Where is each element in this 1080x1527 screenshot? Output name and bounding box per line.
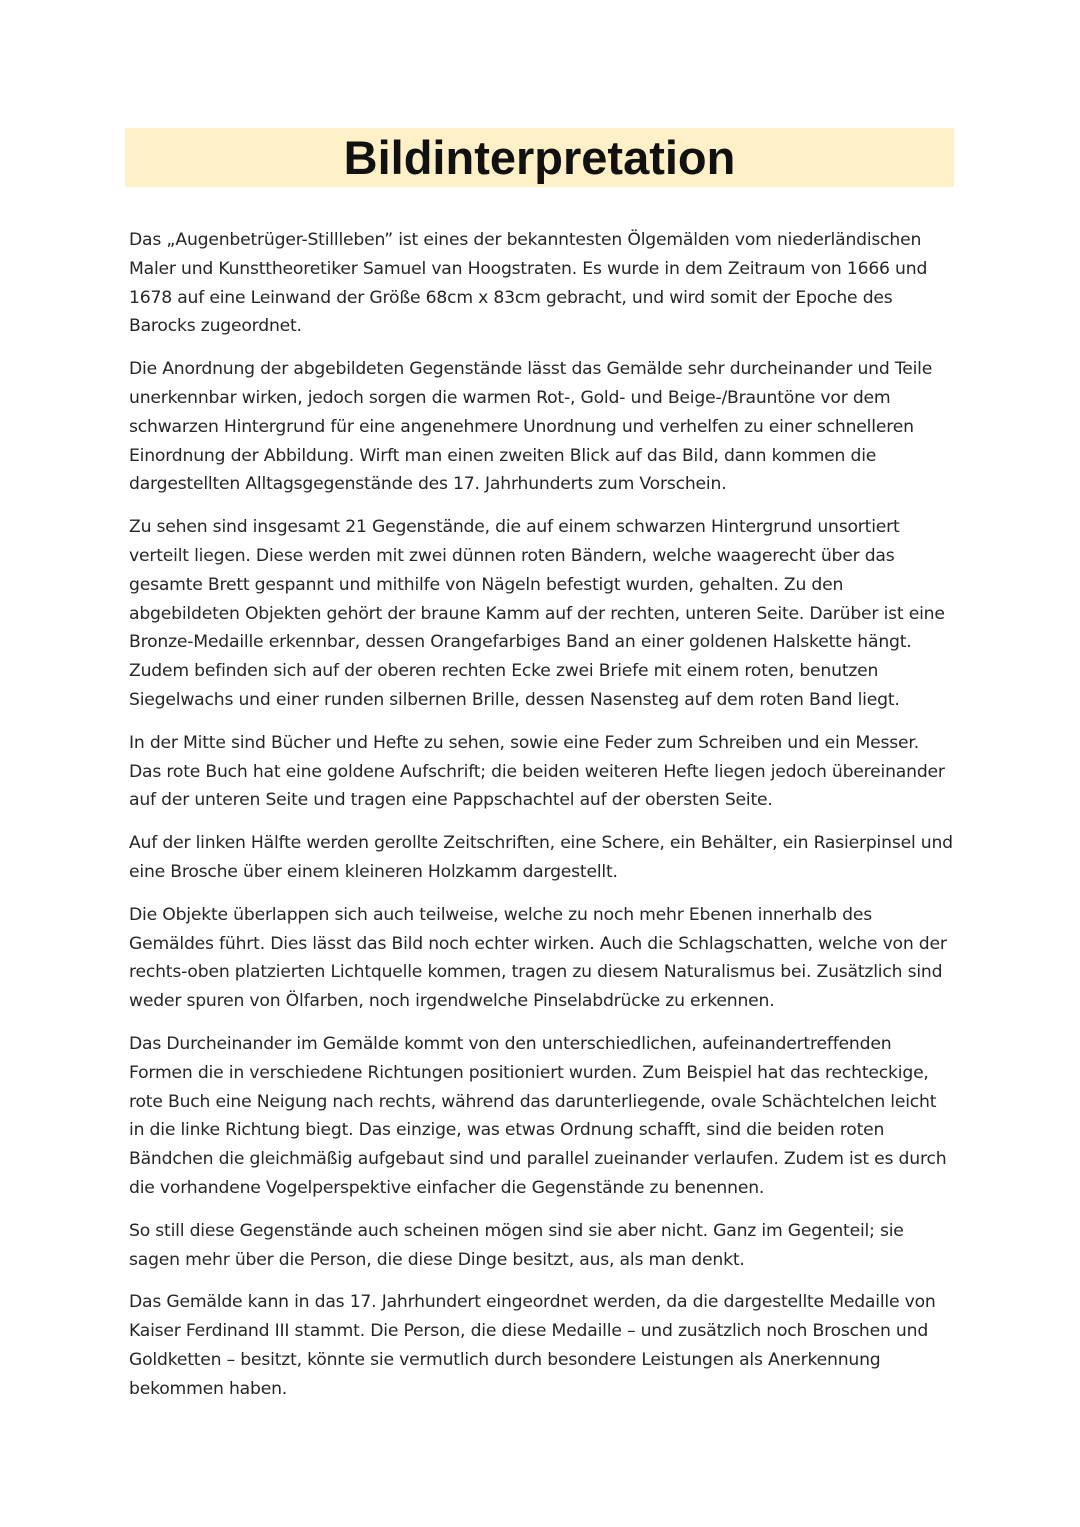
paragraph-left-half: Auf der linken Hälfte werden gerollte Zeitschriften, eine Schere, ein Behälter, ein Rasierpinsel und eine Brosche über einem kleineren Holzkamm dargestellt. (129, 833, 953, 882)
paragraph-objects: Zu sehen sind insgesamt 21 Gegenstände, die auf einem schwarzen Hintergrund unsortiert verteilt liegen. Diese werden mit zwei dünnen roten Bändern, welche waagerecht über das gesamte Brett gespannt und mithilfe von Nägeln befestigt wurden, gehalten. Zu den abgebildeten Objekten gehört der braune Kamm auf der rechten, unteren Seite. Darüber ist eine Bronze-Medaille erkennbar, dessen Orangefarbiges Band an einer goldenen Halskette hängt. Zudem befinden sich auf der oberen rechten Ecke zwei Briefe mit einem roten, benutzen Siegelwachs und einer runden silbernen Brille, dessen Nasensteg auf dem roten Band liegt. (129, 517, 945, 710)
paragraph-stillness: So still diese Gegenstände auch scheinen mögen sind sie aber nicht. Ganz im Gegenteil; sie sagen mehr über die Person, die diese Dinge besitzt, aus, als man denkt. (129, 1220, 904, 1270)
paragraph-dating: Das Gemälde kann in das 17. Jahrhundert eingeordnet werden, da die dargestellte Medaille von Kaiser Ferdinand III stammt. Die Person, die diese Medaille – und zusätzlich noch Broschen und Goldketten – besitzt, könnte sie vermutlich durch besondere Leistungen als Anerkennung bekommen haben. (129, 1292, 936, 1399)
paragraph-intro: Das „Augenbetrüger-Stillleben” ist eines der bekanntesten Ölgemälden vom niederländischen Maler und Kunsttheoretiker Samuel van Hoogstraten. Es wurde in dem Zeitraum von 1666 und 1678 auf eine Leinwand der Größe 68cm x 83cm gebracht, und wird somit der Epoche des Barocks zugeordnet. (129, 230, 928, 337)
title-banner (125, 128, 954, 187)
paragraph-chaos: Das Durcheinander im Gemälde kommt von den unterschiedlichen, aufeinandertreffenden Formen die in verschiedene Richtungen positioniert wurden. Zum Beispiel hat das rechteckige, rote Buch eine Neigung nach rechts, während das darunterliegende, ovale Schächtelchen leicht in die linke Richtung biegt. Das einzige, was etwas Ordnung schafft, sind die beiden roten Bändchen die gleichmäßig aufgebaut sind und parallel zueinander verlaufen. Zudem ist es durch die vorhandene Vogelperspektive einfacher die Gegenstände zu benennen. (129, 1033, 947, 1198)
document-body (129, 226, 955, 1417)
paragraph-overlap: Die Objekte überlappen sich auch teilweise, welche zu noch mehr Ebenen innerhalb des Gemäldes führt. Dies lässt das Bild noch echter wirken. Auch die Schlagschatten, welche von der rechts-oben platzierten Lichtquelle kommen, tragen zu diesem Naturalismus bei. Zusätzlich sind weder spuren von Ölfarben, noch irgendwelche Pinselabdrücke zu erkennen. (129, 904, 947, 1012)
paragraph-center: In der Mitte sind Bücher und Hefte zu sehen, sowie eine Feder zum Schreiben und ein Messer. Das rote Buch hat eine goldene Aufschrift; die beiden weiteren Hefte liegen jedoch übereinander auf der unteren Seite und tragen eine Pappschachtel auf der obersten Seite. (129, 732, 945, 811)
paragraph-arrangement: Die Anordnung der abgebildeten Gegenstände lässt das Gemälde sehr durcheinander und Teile unerkennbar wirken, jedoch sorgen die warmen Rot-, Gold- und Beige-/Brauntöne vor dem schwarzen Hintergrund für eine angenehmere Unordnung und verhelfen zu einer schnelleren Einordnung der Abbildung. Wirft man einen zweiten Blick auf das Bild, dann kommen die dargestellten Alltagsgegenstände des 17. Jahrhunderts zum Vorschein. (129, 359, 933, 495)
page-title: Bildinterpretation (343, 131, 736, 184)
